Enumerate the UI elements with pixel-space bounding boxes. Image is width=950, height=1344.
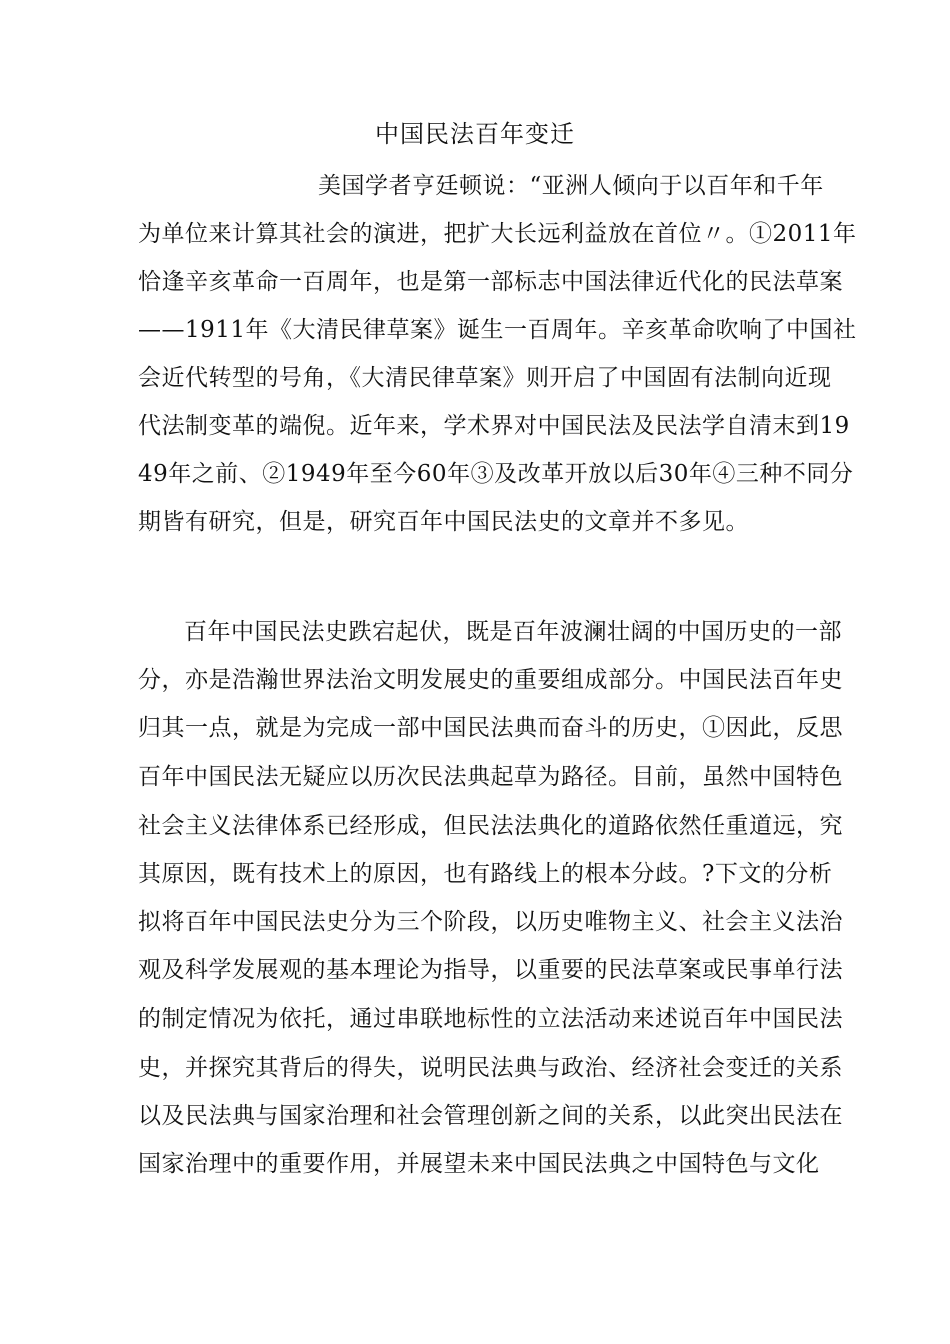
paragraph-line: 百年中国民法史跌宕起伏，既是百年波澜壮阔的中国历史的一部: [184, 619, 842, 645]
paragraph-line: 期皆有研究，但是，研究百年中国民法史的文章并不多见。: [138, 509, 749, 535]
paragraph-line: 归其一点，就是为完成一部中国民法典而奋斗的历史，①因此，反思: [138, 715, 843, 741]
paragraph-line: 会近代转型的号角，《大清民律草案》则开启了中国固有法制向近现: [138, 365, 832, 391]
paragraph-line: 代法制变革的端倪。近年来，学术界对中国民法及民法学自清末到19: [138, 413, 850, 439]
paragraph-line: 恰逢辛亥革命一百周年，也是第一部标志中国法律近代化的民法草案: [138, 269, 843, 295]
paragraph-line: 为单位来计算其社会的演进，把扩大长远利益放在首位〃。①2011年: [138, 221, 857, 247]
paragraph-line: 国家治理中的重要作用，并展望未来中国民法典之中国特色与文化: [138, 1151, 820, 1177]
document-title: 中国民法百年变迁: [375, 120, 575, 148]
paragraph-line: 美国学者亨廷顿说：“亚洲人倾向于以百年和千年: [318, 173, 824, 199]
paragraph-line: 观及科学发展观的基本理论为指导，以重要的民法草案或民事单行法: [138, 957, 843, 983]
paragraph-line: ——1911年《大清民律草案》诞生一百周年。辛亥革命吹响了中国社: [138, 317, 857, 343]
paragraph-line: 以及民法典与国家治理和社会管理创新之间的关系，以此突出民法在: [138, 1103, 843, 1129]
paragraph-line: 百年中国民法无疑应以历次民法典起草为路径。目前，虽然中国特色: [138, 764, 843, 790]
paragraph-line: 分，亦是浩瀚世界法治文明发展史的重要组成部分。中国民法百年史: [138, 667, 843, 693]
paragraph-line: 其原因，既有技术上的原因，也有路线上的根本分歧。?下文的分析: [138, 861, 833, 887]
paragraph-line: 社会主义法律体系已经形成，但民法法典化的道路依然任重道远，究: [138, 813, 843, 839]
paragraph-line: 史，并探究其背后的得失，说明民法典与政治、经济社会变迁的关系: [138, 1055, 843, 1081]
paragraph-line: 的制定情况为依托，通过串联地标性的立法活动来述说百年中国民法: [138, 1006, 843, 1032]
paragraph-line: 拟将百年中国民法史分为三个阶段，以历史唯物主义、社会主义法治: [138, 909, 843, 935]
paragraph-line: 49年之前、②1949年至今60年③及改革开放以后30年④三种不同分: [138, 461, 854, 487]
